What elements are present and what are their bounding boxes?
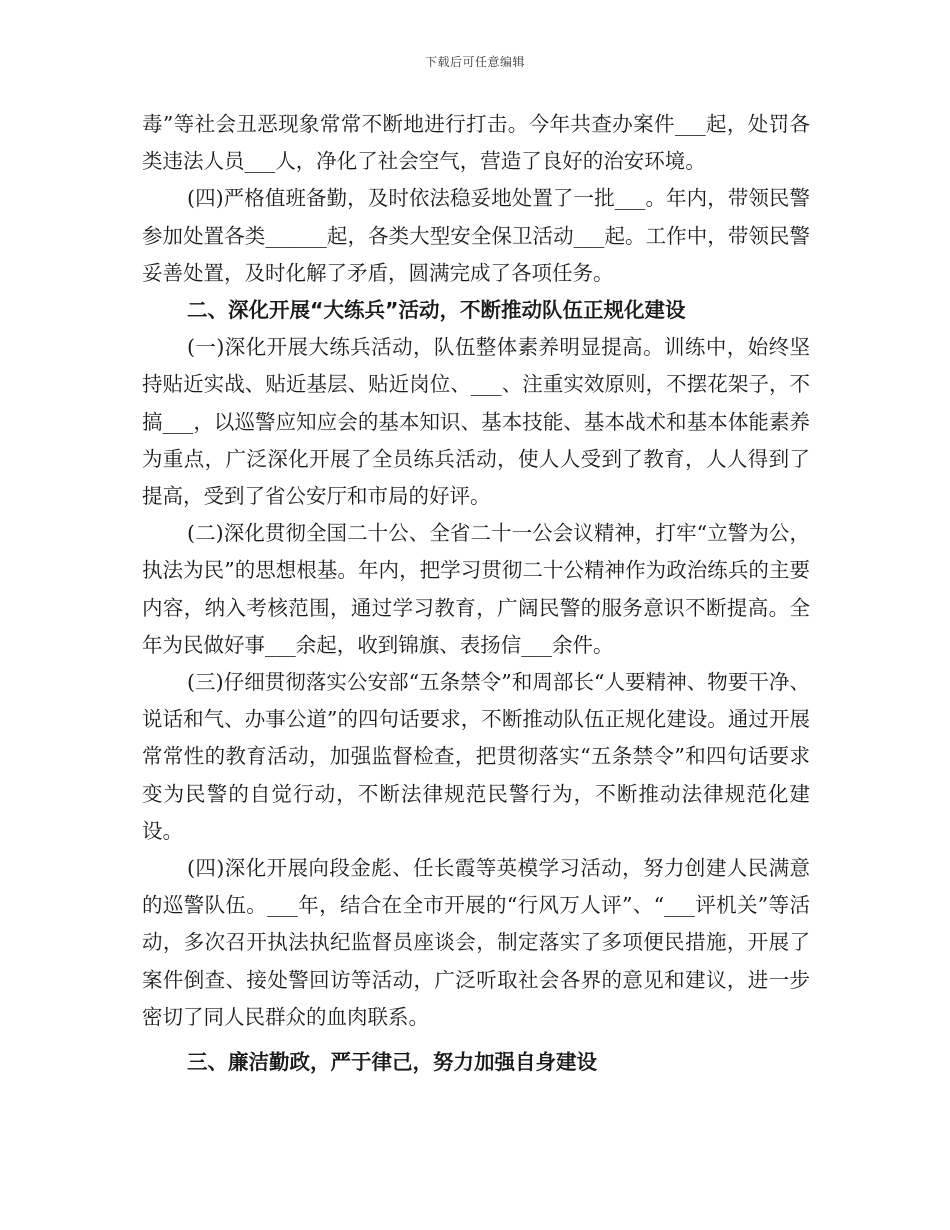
section-heading-2: 二、深化开展“大练兵”活动，不断推动队伍正规化建设	[187, 298, 686, 323]
section-heading-3: 三、廉洁勤政，严于律己，努力加强自身建设	[187, 1050, 597, 1075]
paragraph-training: (一)深化开展大练兵活动，队伍整体素养明显提高。训练中，始终坚持贴近实战、贴近基层、贴近岗位、___、注重实效原则，不摆花架子，不搞___，以巡警应知应会的基本知识、基本技能、基本战术和基本体能素养为重点，广泛深化开展了全员练兵活动，使人人受到了教育，人人得到了提高，受到了省公安厅和市局的好评。	[142, 335, 810, 509]
paragraph-continuation: 毒”等社会丑恶现象常常不断地进行打击。今年共查办案件___起，处罚各类违法人员___人，净化了社会空气，营造了良好的治安环境。	[142, 112, 810, 174]
paragraph-duty-handling: (四)严格值班备勤，及时依法稳妥地处置了一批___。年内，带领民警参加处置各类______起，各类大型安全保卫活动___起。工作中，带领民警妥善处置，及时化解了矛盾，圆满完成了各项任务。	[142, 186, 810, 285]
document-body	[142, 106, 810, 1081]
header-note: 下载后可任意编辑	[424, 55, 525, 69]
paragraph-meeting-spirit: (二)深化贯彻全国二十公、全省二十一公会议精神，打牢“立警为公，执法为民”的思想根基。年内，把学习贯彻二十公精神作为政治练兵的主要内容，纳入考核范围，通过学习教育，广阔民警的服务意识不断提高。全年为民做好事___余起，收到锦旗、表扬信___余件。	[142, 521, 810, 657]
paragraph-role-models: (四)深化开展向段金彪、任长霞等英模学习活动，努力创建人民满意的巡警队伍。___年，结合在全市开展的“行风万人评”、“___评机关”等活动，多次召开执法执纪监督员座谈会，制定落实了多项便民措施，开展了案件倒查、接处警回访等活动，广泛听取社会各界的意见和建议，进一步密切了同人民群众的血肉联系。	[142, 856, 810, 1029]
paragraph-five-prohibitions: (三)仔细贯彻落实公安部“五条禁令”和周部长“人要精神、物要干净、说话和气、办事公道”的四句话要求，不断推动队伍正规化建设。通过开展常常性的教育活动，加强监督检查，把贯彻落实“五条禁令”和四句话要求变为民警的自觉行动，不断法律规范民警行为，不断推动法律规范化建设。	[142, 670, 810, 843]
